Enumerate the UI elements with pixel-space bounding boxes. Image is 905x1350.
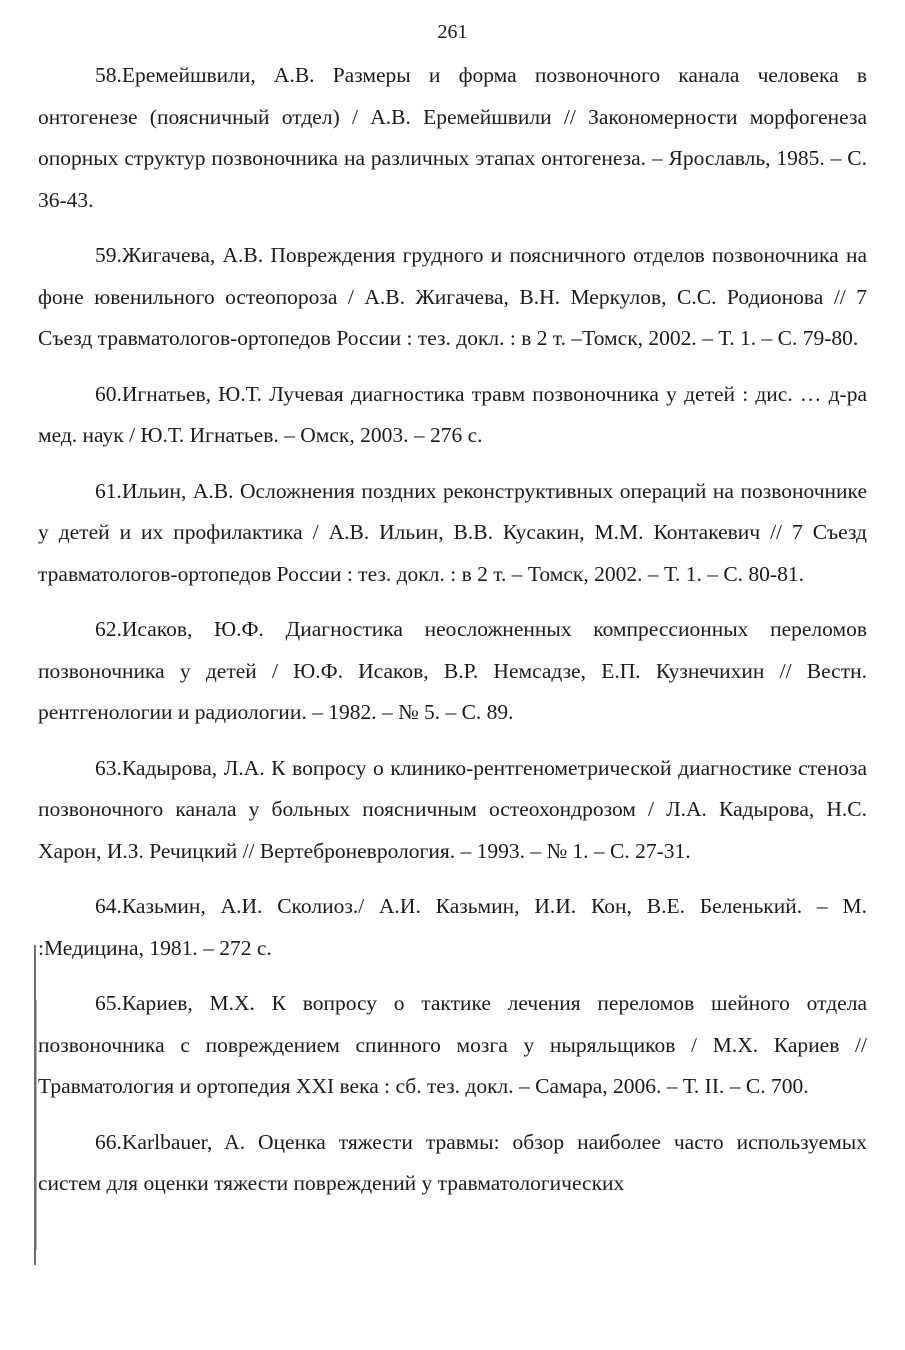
- reference-item-66: 66.Karlbauer, A. Оценка тяжести травмы: обзор наиболее часто используемых систем для оценки тяжести повреждений у травматологических: [38, 1129, 867, 1195]
- reference-item-62: 62.Исаков, Ю.Ф. Диагностика неосложненных компрессионных переломов позвоночника у детей / Ю.Ф. Исаков, В.Р. Немсадзе, Е.П. Кузнечихин // Вестн. рентгенологии и радиологии. – 1982. – № 5. – С. 89.: [38, 617, 867, 724]
- reference-item-64: 64.Казьмин, А.И. Сколиоз./ А.И. Казьмин, И.И. Кон, В.Е. Беленький. – М. :Медицина, 1981. – 272 с.: [38, 894, 867, 960]
- reference-item-58: 58.Еремейшвили, А.В. Размеры и форма позвоночного канала человека в онтогенезе (поясничный отдел) / А.В. Еремейшвили // Закономерности морфогенеза опорных структур позвоночника на различных этапах онтогенеза. – Ярославль, 1985. – С. 36-43.: [38, 63, 867, 212]
- reference-list: [38, 55, 867, 1205]
- reference-item-63: 63.Кадырова, Л.А. К вопросу о клинико-рентгенометрической диагностике стеноза позвоночного канала у больных поясничным остеохондрозом / Л.А. Кадырова, Н.С. Харон, И.З. Речицкий // Вертеброневрология. – 1993. – № 1. – С. 27-31.: [38, 755, 867, 863]
- scan-margin-line-faint: [36, 1000, 37, 1250]
- page-number: 261: [437, 21, 468, 43]
- reference-item-61: 61.Ильин, А.В. Осложнения поздних реконструктивных операций на позвоночнике у детей и их профилактика / А.В. Ильин, В.В. Кусакин, М.М. Контакевич // 7 Съезд травматологов-ортопедов России : тез. докл. : в 2 т. – Томск, 2002. – Т. 1. – С. 80-81.: [38, 478, 867, 586]
- reference-item-65: 65.Кариев, М.Х. К вопросу о тактике лечения переломов шейного отдела позвоночника с повреждением спинного мозга у ныряльщиков / М.Х. Кариев // Травматология и ортопедия XXI века : сб. тез. докл. – Самара, 2006. – Т. II. – С. 700.: [38, 991, 867, 1098]
- reference-item-59: 59.Жигачева, А.В. Повреждения грудного и поясничного отделов позвоночника на фоне ювенильного остеопороза / А.В. Жигачева, В.Н. Меркулов, С.С. Родионова // 7 Съезд травматологов-ортопедов России : тез. докл. : в 2 т. –Томск, 2002. – Т. 1. – С. 79-80.: [38, 243, 867, 350]
- reference-item-60: 60.Игнатьев, Ю.Т. Лучевая диагностика травм позвоночника у детей : дис. … д-ра мед. наук / Ю.Т. Игнатьев. – Омск, 2003. – 276 с.: [38, 381, 867, 447]
